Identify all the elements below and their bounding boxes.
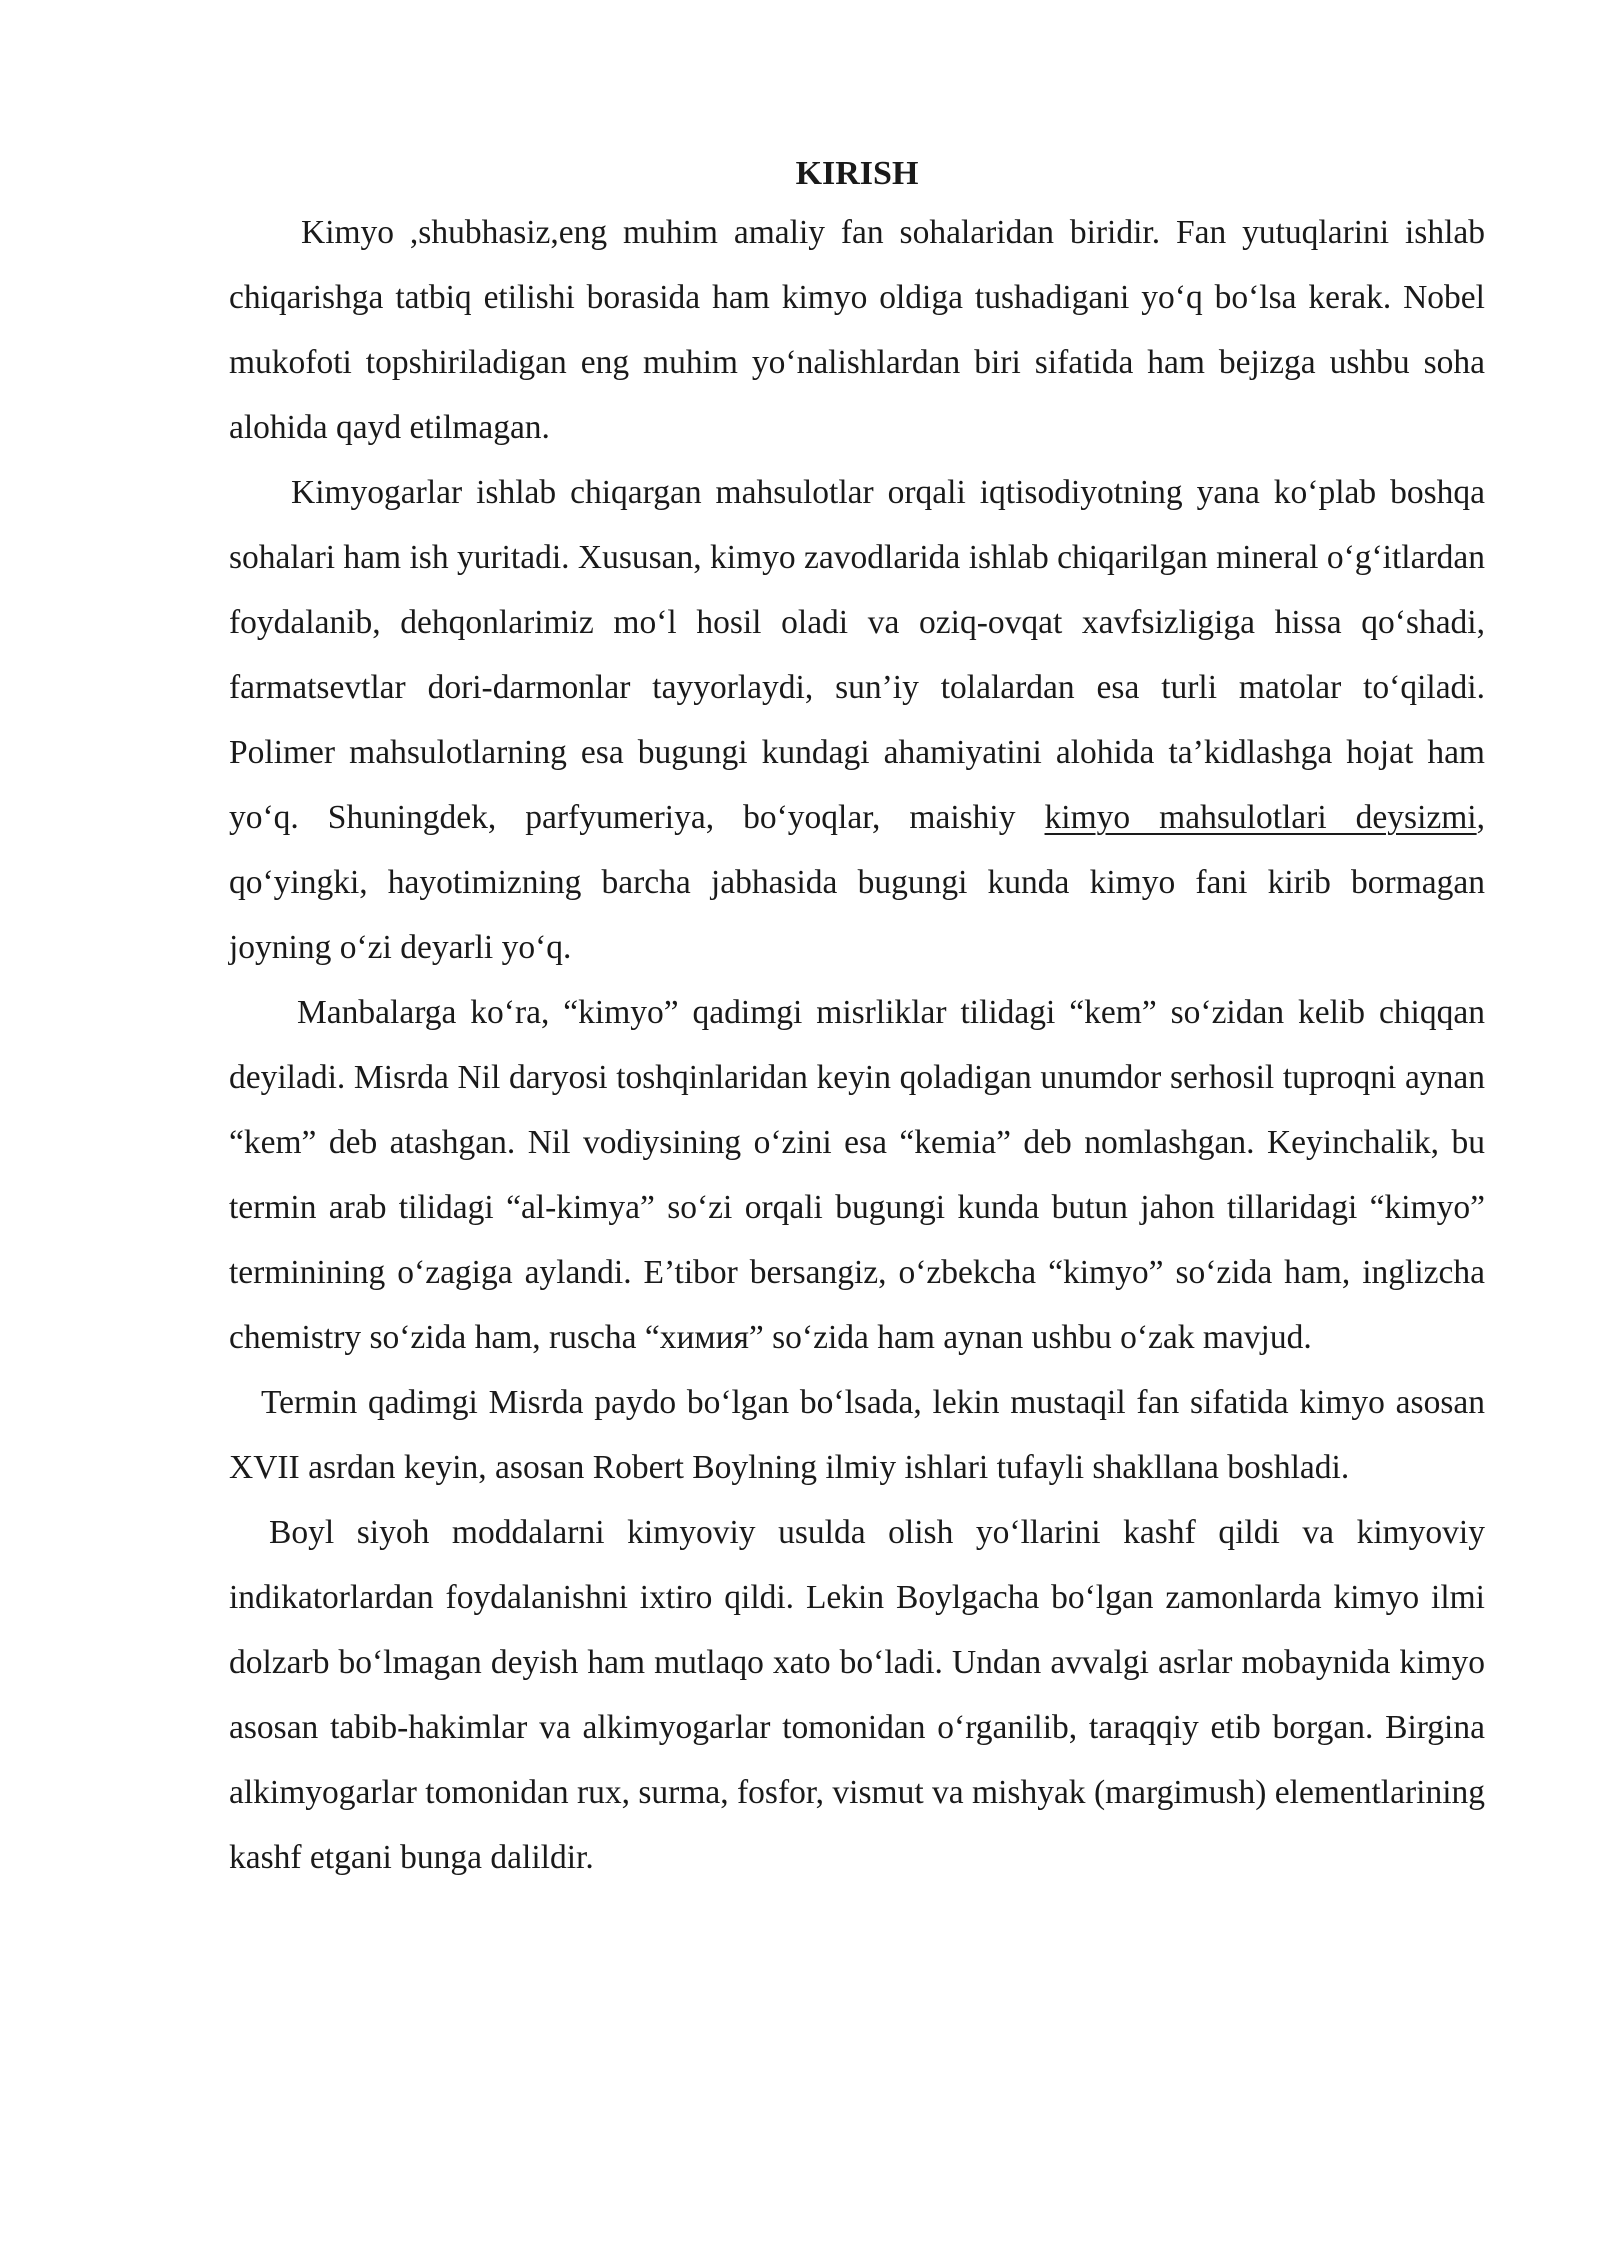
- paragraph-products: [229, 460, 1485, 980]
- paragraph-boyle-discoveries: Boyl siyoh moddalarni kimyoviy usulda olish yo‘llarini kashf qildi va kimyoviy indikatorlardan foydalanishni ixtiro qildi. Lekin Boylgacha bo‘lgan zamonlarda kimyo ilmi dolzarb bo‘lmagan deyish ham mutlaqo xato bo‘ladi. Undan avvalgi asrlar mobaynida kimyo asosan tabib-hakimlar va alkimyogarlar tomonidan o‘rganilib, taraqqiy etib borgan. Birgina alkimyogarlar tomonidan rux, surma, fosfor, vismut va mishyak (margimush) elementlarining kashf etgani bunga dalildir.: [229, 1514, 1485, 1876]
- paragraph-boyle-origin: Termin qadimgi Misrda paydo bo‘lgan bo‘lsada, lekin mustaqil fan sifatida kimyo asosan XVII asrdan keyin, asosan Robert Boylning ilmiy ishlari tufayli shakllana boshladi.: [229, 1384, 1485, 1486]
- paragraph-intro: Kimyo ,shubhasiz,eng muhim amaliy fan sohalaridan biridir. Fan yutuqlarini ishlab chiqarishga tatbiq etilishi borasida ham kimyo oldiga tushadigani yo‘q bo‘lsa kerak. Nobel mukofoti topshiriladigan eng muhim yo‘nalishlardan biri sifatida ham bejizga ushbu soha alohida qayd etilmagan.: [229, 214, 1485, 446]
- page-title: KIRISH: [795, 155, 919, 192]
- paragraph-etymology: Manbalarga ko‘ra, “kimyo” qadimgi misrliklar tilidagi “kem” so‘zidan kelib chiqqan deyiladi. Misrda Nil daryosi toshqinlaridan keyin qoladigan unumdor serhosil tuproqni aynan “kem” deb atashgan. Nil vodiysining o‘zini esa “kemia” deb nomlashgan. Keyinchalik, bu termin arab tilidagi “al-kimya” so‘zi orqali bugungi kunda butun jahon tillaridagi “kimyo” terminining o‘zagiga aylandi. E’tibor bersangiz, o‘zbekcha “kimyo” so‘zida ham, inglizcha chemistry so‘zida ham, ruscha “химия” so‘zida ham aynan ushbu o‘zak mavjud.: [229, 994, 1485, 1356]
- paragraph-products-text-after: , qo‘yingki, hayotimizning barcha jabhasida bugungi kunda kimyo fani kirib bormagan joyning o‘zi deyarli yo‘q.: [229, 799, 1485, 966]
- chemical-products-link[interactable]: kimyo mahsulotlari deysizmi: [1044, 799, 1477, 836]
- paragraph-products-text-before: Kimyogarlar ishlab chiqargan mahsulotlar orqali iqtisodiyotning yana ko‘plab boshqa sohalari ham ish yuritadi. Xususan, kimyo zavodlarida ishlab chiqarilgan mineral o‘g‘itlardan foydalanib, dehqonlarimiz mo‘l hosil oladi va oziq-ovqat xavfsizligiga hissa qo‘shadi, farmatsevtlar dori-darmonlar tayyorlaydi, sun’iy tolalardan esa turli matolar to‘qiladi. Polimer mahsulotlarning esa bugungi kundagi ahamiyatini alohida ta’kidlashga hojat ham yo‘q. Shuningdek, parfyumeriya, bo‘yoqlar, maishiy: [229, 474, 1485, 836]
- document-body: [229, 148, 1485, 1890]
